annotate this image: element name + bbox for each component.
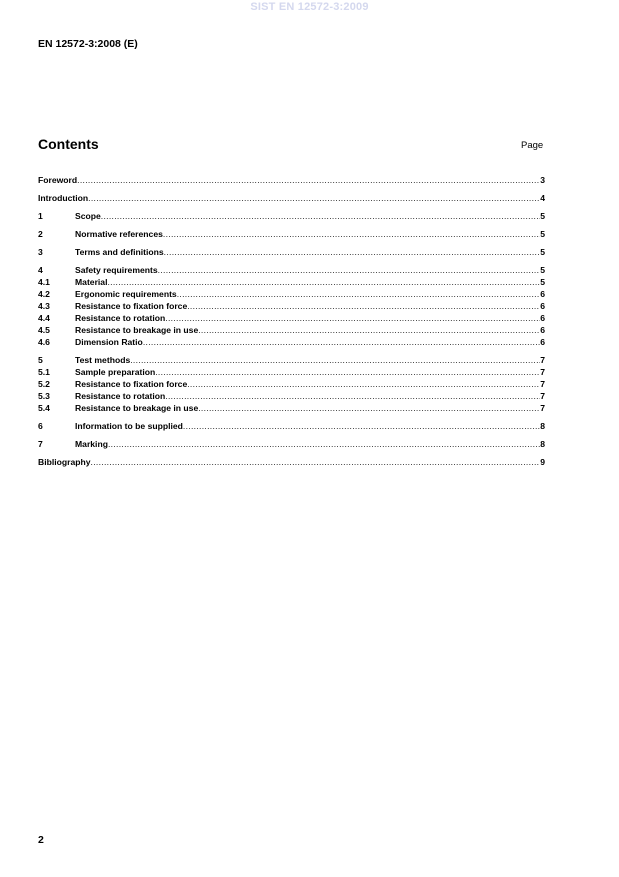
toc-leader-dots bbox=[165, 390, 540, 402]
toc-entry-test-methods[interactable] bbox=[38, 354, 545, 366]
toc-entry-page: 8 bbox=[540, 421, 545, 431]
toc-leader-dots bbox=[163, 228, 540, 240]
toc-entry-sample-preparation[interactable] bbox=[38, 366, 545, 378]
watermark: SIST EN 12572-3:2009 bbox=[250, 1, 369, 13]
toc-entry-information-to-be-supplied[interactable] bbox=[38, 420, 545, 432]
toc-leader-dots bbox=[183, 420, 540, 432]
toc-entry-page: 6 bbox=[540, 325, 545, 335]
toc-entry-page: 6 bbox=[540, 337, 545, 347]
toc-entry-page: 5 bbox=[540, 265, 545, 275]
toc-entry-title: Bibliography bbox=[38, 457, 91, 467]
toc-entry-page: 8 bbox=[540, 439, 545, 449]
toc-leader-dots bbox=[198, 324, 540, 336]
toc-entry-number: 1 bbox=[38, 211, 43, 221]
toc-entry-page: 5 bbox=[540, 211, 545, 221]
toc-leader-dots bbox=[155, 366, 540, 378]
toc-entry-page: 6 bbox=[540, 289, 545, 299]
toc-entry-title: Marking bbox=[75, 439, 108, 449]
toc-entry-bibliography[interactable] bbox=[38, 456, 545, 468]
toc-entry-test-breakage-in-use[interactable] bbox=[38, 402, 545, 414]
toc-leader-dots bbox=[108, 438, 540, 450]
toc-leader-dots bbox=[164, 246, 541, 258]
toc-entry-number: 5.3 bbox=[38, 391, 50, 401]
toc-leader-dots bbox=[77, 174, 540, 186]
toc-leader-dots bbox=[130, 354, 540, 366]
toc-leader-dots bbox=[143, 336, 540, 348]
toc-entry-test-rotation[interactable] bbox=[38, 390, 545, 402]
toc-entry-title: Terms and definitions bbox=[75, 247, 164, 257]
toc-entry-page: 7 bbox=[540, 367, 545, 377]
toc-entry-page: 9 bbox=[540, 457, 545, 467]
toc-entry-material[interactable] bbox=[38, 276, 545, 288]
toc-leader-dots bbox=[91, 456, 541, 468]
toc-entry-number: 4.2 bbox=[38, 289, 50, 299]
toc-entry-normative-references[interactable] bbox=[38, 228, 545, 240]
toc-entry-page: 7 bbox=[540, 391, 545, 401]
toc-entry-number: 5.1 bbox=[38, 367, 50, 377]
toc-entry-introduction[interactable] bbox=[38, 192, 545, 204]
toc-entry-number: 4.1 bbox=[38, 277, 50, 287]
toc-leader-dots bbox=[198, 402, 540, 414]
toc-entry-number: 4.5 bbox=[38, 325, 50, 335]
toc-entry-resistance-to-breakage-in-use[interactable] bbox=[38, 324, 545, 336]
toc-entry-number: 5.2 bbox=[38, 379, 50, 389]
toc-entry-dimension-ratio[interactable] bbox=[38, 336, 545, 348]
toc-leader-dots bbox=[101, 210, 540, 222]
toc-entry-title: Resistance to rotation bbox=[75, 391, 166, 401]
toc-entry-page: 6 bbox=[540, 313, 545, 323]
toc-entry-test-fixation-force[interactable] bbox=[38, 378, 545, 390]
contents-heading: Contents bbox=[38, 136, 99, 152]
toc-entry-title: Normative references bbox=[75, 229, 163, 239]
toc-entry-ergonomic-requirements[interactable] bbox=[38, 288, 545, 300]
toc-entry-page: 4 bbox=[540, 193, 545, 203]
toc-entry-resistance-to-rotation[interactable] bbox=[38, 312, 545, 324]
toc-leader-dots bbox=[165, 312, 540, 324]
toc-entry-marking[interactable] bbox=[38, 438, 545, 450]
toc-entry-page: 5 bbox=[540, 229, 545, 239]
toc-entry-title: Resistance to fixation force bbox=[75, 379, 188, 389]
toc-entry-title: Resistance to rotation bbox=[75, 313, 166, 323]
toc-entry-number: 6 bbox=[38, 421, 43, 431]
toc-entry-title: Scope bbox=[75, 211, 101, 221]
toc-leader-dots bbox=[158, 264, 541, 276]
toc-entry-title: Ergonomic requirements bbox=[75, 289, 177, 299]
toc-entry-title: Resistance to fixation force bbox=[75, 301, 188, 311]
toc-entry-page: 7 bbox=[540, 403, 545, 413]
toc-entry-page: 5 bbox=[540, 277, 545, 287]
toc-entry-scope[interactable] bbox=[38, 210, 545, 222]
toc-entry-number: 4.4 bbox=[38, 313, 50, 323]
toc-entry-number: 7 bbox=[38, 439, 43, 449]
toc-entry-number: 5.4 bbox=[38, 403, 50, 413]
page-column-label: Page bbox=[521, 140, 544, 151]
toc-entry-number: 3 bbox=[38, 247, 43, 257]
toc-leader-dots bbox=[88, 192, 540, 204]
toc-entry-page: 7 bbox=[540, 379, 545, 389]
toc-entry-title: Dimension Ratio bbox=[75, 337, 143, 347]
toc-entry-title: Sample preparation bbox=[75, 367, 156, 377]
toc-leader-dots bbox=[107, 276, 540, 288]
toc-entry-title: Foreword bbox=[38, 175, 78, 185]
toc-entry-number: 5 bbox=[38, 355, 43, 365]
toc-entry-title: Resistance to breakage in use bbox=[75, 325, 199, 335]
toc-entry-number: 4.3 bbox=[38, 301, 50, 311]
toc-leader-dots bbox=[187, 300, 540, 312]
toc-entry-terms-and-definitions[interactable] bbox=[38, 246, 545, 258]
toc-entry-resistance-to-fixation-force[interactable] bbox=[38, 300, 545, 312]
toc-entry-page: 6 bbox=[540, 301, 545, 311]
toc-entry-foreword[interactable] bbox=[38, 174, 545, 186]
toc-entry-title: Test methods bbox=[75, 355, 131, 365]
toc-entry-safety-requirements[interactable] bbox=[38, 264, 545, 276]
toc-leader-dots bbox=[187, 378, 540, 390]
document-id: EN 12572-3:2008 (E) bbox=[38, 38, 138, 50]
toc-entry-page: 7 bbox=[540, 355, 545, 365]
table-of-contents bbox=[38, 174, 545, 468]
toc-entry-title: Material bbox=[75, 277, 108, 287]
toc-entry-title: Safety requirements bbox=[75, 265, 158, 275]
toc-entry-title: Resistance to breakage in use bbox=[75, 403, 199, 413]
toc-leader-dots bbox=[177, 288, 541, 300]
page-number: 2 bbox=[38, 834, 44, 846]
toc-entry-number: 4 bbox=[38, 265, 43, 275]
toc-entry-title: Information to be supplied bbox=[75, 421, 183, 431]
toc-entry-number: 4.6 bbox=[38, 337, 50, 347]
toc-entry-number: 2 bbox=[38, 229, 43, 239]
toc-entry-page: 5 bbox=[540, 247, 545, 257]
toc-entry-title: Introduction bbox=[38, 193, 89, 203]
toc-entry-page: 3 bbox=[540, 175, 545, 185]
